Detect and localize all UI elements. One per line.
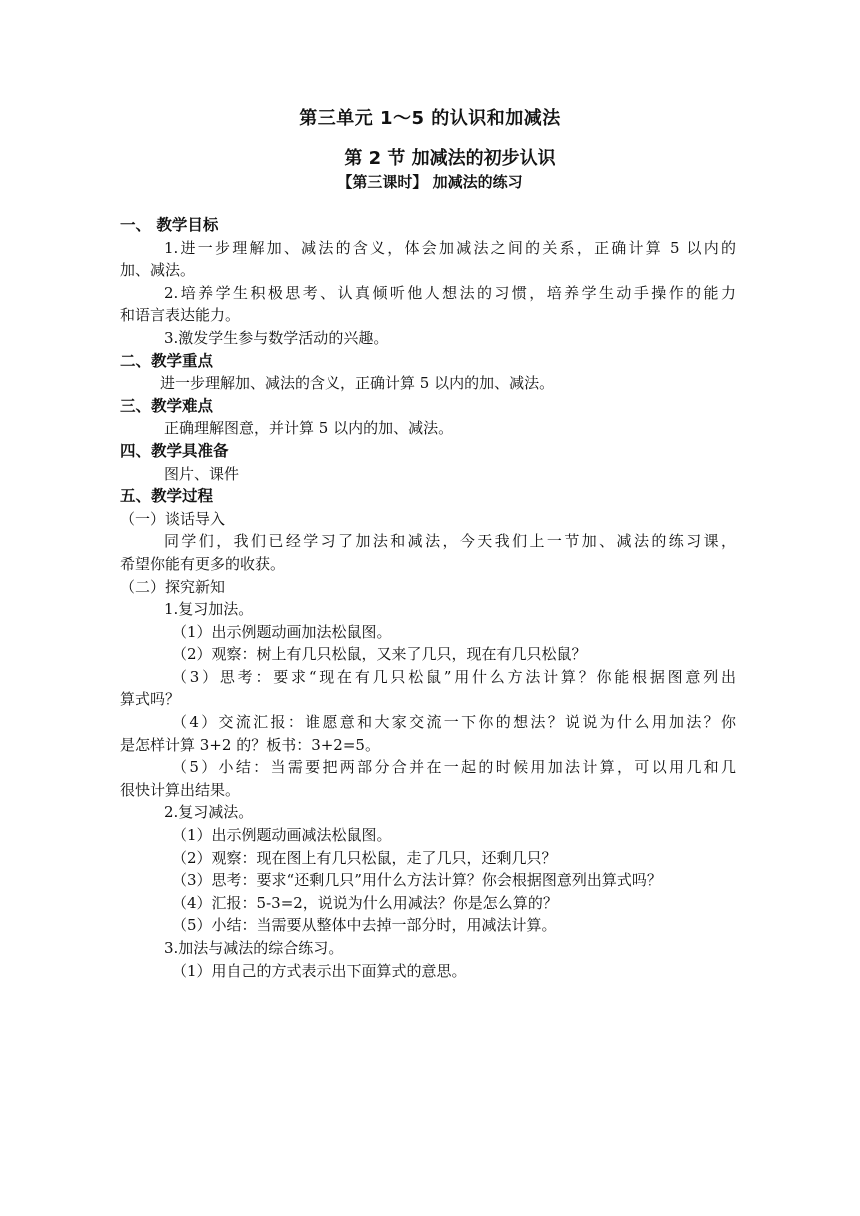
part1-line-1: 同学们，我们已经学习了加法和减法，今天我们上一节加、减法的练习课，	[164, 532, 736, 551]
subtraction-step-1: （1）出示例题动画减法松鼠图。	[172, 826, 392, 845]
key-points-heading: 二、教学重点	[120, 351, 214, 370]
addition-step-4-line-2: 是怎样计算 3+2 的？板书：3+2=5。	[120, 735, 380, 754]
combined-step-1: （1）用自己的方式表示出下面算式的意思。	[172, 961, 467, 980]
lesson-title: 【第三课时】 加减法的练习	[337, 173, 523, 191]
difficulties-text: 正确理解图意，并计算 5 以内的加、减法。	[164, 419, 454, 438]
materials-heading: 四、教学具准备	[120, 441, 229, 460]
addition-step-1: （1）出示例题动画加法松鼠图。	[172, 622, 392, 641]
section-title: 第 2 节 加减法的初步认识	[344, 148, 556, 169]
part1-line-2: 希望你能有更多的收获。	[120, 554, 286, 573]
objective-2-line-2: 和语言表达能力。	[120, 306, 241, 325]
addition-step-2: （2）观察：树上有几只松鼠，又来了几只，现在有几只松鼠？	[172, 645, 587, 664]
addition-step-5-line-2: 很快计算出结果。	[120, 780, 241, 799]
subtraction-step-3: （3）思考：要求“还剩几只”用什么方法计算？你会根据图意列出算式吗？	[172, 871, 662, 890]
addition-step-3-line-1: （3）思考：要求“现在有几只松鼠”用什么方法计算？你能根据图意列出	[172, 667, 736, 686]
objective-3: 3.激发学生参与数学活动的兴趣。	[164, 328, 389, 347]
process-heading: 五、教学过程	[120, 487, 214, 506]
difficulties-heading: 三、教学难点	[120, 396, 214, 415]
addition-step-5-line-1: （5）小结：当需要把两部分合并在一起的时候用加法计算，可以用几和几	[172, 758, 736, 777]
materials-text: 图片、课件	[164, 464, 240, 483]
unit-title: 第三单元 1～5 的认识和加减法	[299, 108, 561, 129]
subtraction-step-2: （2）观察：现在图上有几只松鼠，走了几只，还剩几只？	[172, 848, 557, 867]
part1-heading: （一）谈话导入	[120, 509, 226, 528]
key-points-text: 进一步理解加、减法的含义，正确计算 5 以内的加、减法。	[160, 374, 555, 393]
addition-step-4-line-1: （4）交流汇报：谁愿意和大家交流一下你的想法？说说为什么用加法？你	[172, 713, 736, 732]
part2-heading: （二）探究新知	[120, 577, 226, 596]
lesson-body	[120, 214, 736, 982]
review-subtraction: 2.复习减法。	[164, 803, 254, 822]
objective-1-line-2: 加、减法。	[120, 261, 196, 280]
objective-2-line-1: 2.培养学生积极思考、认真倾听他人想法的习惯，培养学生动手操作的能力	[164, 283, 736, 302]
review-addition: 1.复习加法。	[164, 600, 254, 619]
subtraction-step-5: （5）小结：当需要从整体中去掉一部分时，用减法计算。	[172, 916, 557, 935]
objective-1-line-1: 1.进一步理解加、减法的含义，体会加减法之间的关系，正确计算 5 以内的	[164, 238, 736, 257]
combined-practice: 3.加法与减法的综合练习。	[164, 939, 344, 957]
objectives-heading: 一、 教学目标	[120, 216, 219, 234]
addition-step-3-line-2: 算式吗？	[120, 690, 181, 709]
subtraction-step-4: （4）汇报：5-3=2，说说为什么用减法？你是怎么算的？	[172, 893, 558, 912]
